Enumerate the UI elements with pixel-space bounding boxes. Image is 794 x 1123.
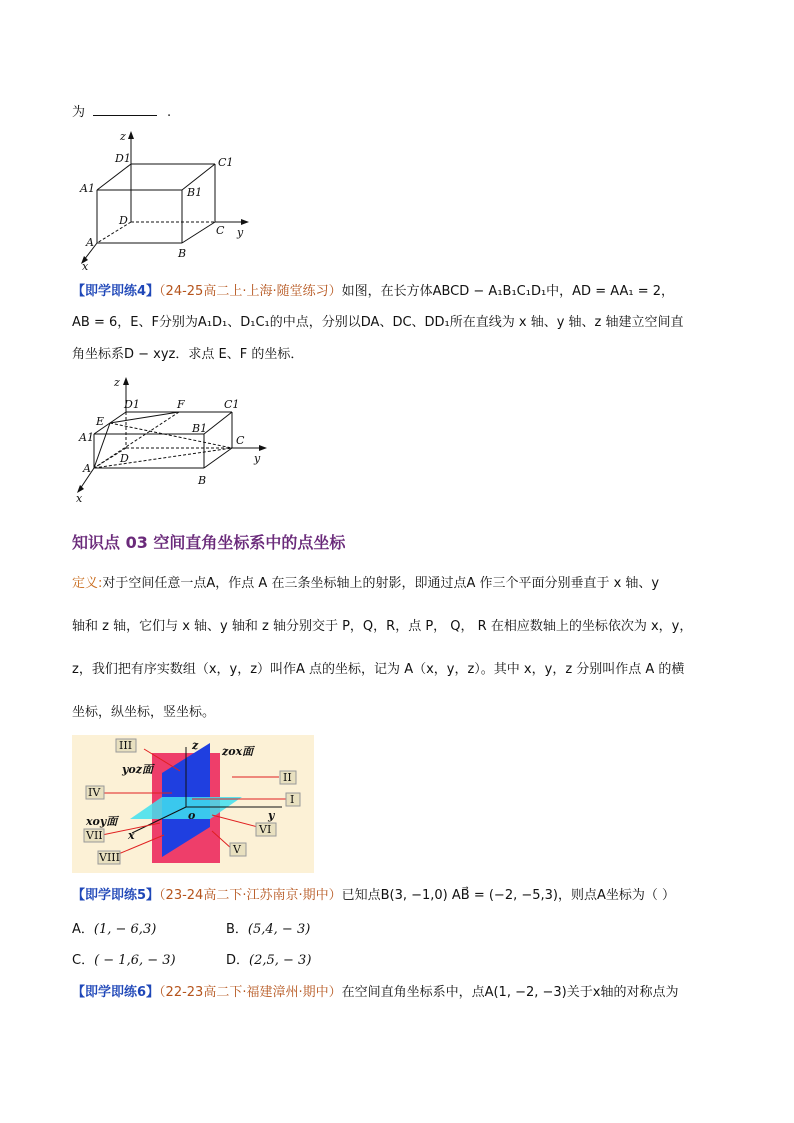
exercise-4-line-3: 角坐标系D − xyz．求点 E、F 的坐标． [72, 347, 304, 362]
option-a[interactable] [72, 918, 156, 937]
label-iv: IV [88, 786, 101, 799]
exercise-5-tag: 【即学即练5】 [72, 888, 160, 903]
label-c: C [216, 224, 225, 237]
label-f: F [177, 398, 185, 411]
segment-ea [94, 423, 110, 468]
label-z: z [192, 739, 199, 752]
label-a1: A1 [80, 182, 95, 195]
label-v: V [233, 843, 241, 856]
option-c-label: C． [72, 953, 95, 968]
label-z: z [114, 376, 120, 389]
edge-a1d1 [97, 164, 131, 190]
label-zox: zox面 [222, 745, 254, 758]
suffix-text: . [167, 105, 172, 120]
label-yoz: yoz面 [122, 763, 153, 776]
option-a-value: (1, − 6,3) [93, 922, 157, 937]
label-iii: III [119, 739, 133, 752]
diagonal-ac [94, 448, 232, 468]
label-d: D [119, 214, 128, 227]
y-arrow [259, 445, 267, 451]
label-i: I [290, 793, 295, 806]
option-b-value: (5,4, − 3) [247, 922, 311, 937]
label-x: x [82, 260, 89, 273]
label-d1: D1 [124, 398, 140, 411]
definition-line-4: 坐标，纵坐标，竖坐标。 [72, 705, 216, 720]
exercise-6-text: 在空间直角坐标系中，点A(1, −2, −3)关于x轴的对称点为 [341, 985, 679, 1000]
option-c[interactable] [72, 949, 176, 968]
exercise-6-tag: 【即学即练6】 [72, 985, 160, 1000]
exercise-6-line [72, 984, 678, 1002]
label-a: A [83, 462, 91, 475]
label-vii: VII [86, 829, 103, 842]
exercise-5-text: 已知点B(3, −1,0) AB⃗ = (−2, −5,3)，则点A坐标为（ ） [341, 888, 676, 903]
label-xoy: xoy面 [86, 815, 118, 828]
option-d[interactable] [226, 949, 311, 968]
label-y: y [237, 226, 244, 239]
label-b: B [178, 247, 187, 260]
label-viii: VIII [99, 851, 120, 864]
option-d-value: (2,5, − 3) [249, 953, 312, 968]
option-b[interactable] [226, 918, 310, 937]
exercise-4-line-1 [72, 283, 674, 301]
definition-line-3: z，我们把有序实数组（x，y，z）叫作A 点的坐标，记为 A（x，y，z）。其中 x，y，z 分别叫作点 A 的横 [72, 662, 685, 677]
segment-ef [110, 412, 179, 423]
definition-line-1 [72, 575, 659, 593]
label-d: D [120, 452, 129, 465]
answer-line [72, 103, 171, 122]
exercise-5-line [72, 887, 675, 905]
prefix-text: 为 [72, 105, 86, 120]
label-z: z [120, 130, 126, 143]
section-heading: 知识点 03 空间直角坐标系中的点坐标 [72, 533, 346, 552]
answer-blank[interactable] [93, 103, 157, 116]
cuboid-figure-1 [74, 128, 254, 273]
y-arrow [241, 219, 249, 225]
edge-b1c1 [204, 412, 232, 434]
exercise-5-source: （23-24高二下·江苏南京·期中） [159, 888, 342, 903]
option-c-value: ( − 1,6, − 3) [94, 953, 176, 968]
octant-figure [72, 735, 314, 873]
label-c1: C1 [218, 156, 234, 169]
option-d-label: D． [226, 953, 250, 968]
definition-line-2: 轴和 z 轴，它们与 x 轴、y 轴和 z 轴分别交于 P，Q，R，点 P， Q， R 在相应数轴上的坐标依次为 x，y， [72, 619, 693, 634]
label-vi: VI [259, 823, 272, 836]
label-x: x [128, 829, 135, 842]
definition-text-1: 对于空间任意一点A，作点 A 在三条坐标轴上的射影，即通过点A 作三个平面分别垂直于 x 轴、y [102, 576, 660, 591]
label-a: A [86, 236, 94, 249]
z-arrow [128, 131, 134, 139]
exercise-4-source: （24-25高二上·上海·随堂练习） [159, 284, 342, 299]
label-a1: A1 [79, 431, 94, 444]
label-b1: B1 [187, 186, 203, 199]
definition-label: 定义: [72, 576, 103, 591]
label-b: B [198, 474, 207, 487]
label-y: y [254, 452, 261, 465]
exercise-6-source: （22-23高二下·福建漳州·期中） [159, 985, 342, 1000]
exercise-4-tag: 【即学即练4】 [72, 284, 160, 299]
label-e: E [96, 415, 105, 428]
edge-bc [182, 222, 215, 243]
option-b-label: B． [226, 922, 248, 937]
label-ii: II [283, 771, 292, 784]
exercise-4-text-1: 如图，在长方体ABCD − A₁B₁C₁D₁中，AD = AA₁ = 2， [341, 284, 675, 299]
label-b1: B1 [192, 422, 208, 435]
label-d1: D1 [115, 152, 131, 165]
cuboid-figure-2 [74, 376, 274, 504]
label-c1: C1 [224, 398, 240, 411]
exercise-4-line-2: AB = 6，E、F分别为A₁D₁、D₁C₁的中点，分别以DA、DC、DD₁所在直线为 x 轴、y 轴、z 轴建立空间直 [72, 315, 684, 330]
label-o: o [188, 809, 196, 822]
label-c: C [236, 434, 245, 447]
z-arrow [123, 377, 129, 385]
segment-fa [94, 412, 179, 468]
label-y: y [268, 809, 275, 822]
option-a-label: A． [72, 922, 94, 937]
label-x: x [76, 492, 83, 504]
